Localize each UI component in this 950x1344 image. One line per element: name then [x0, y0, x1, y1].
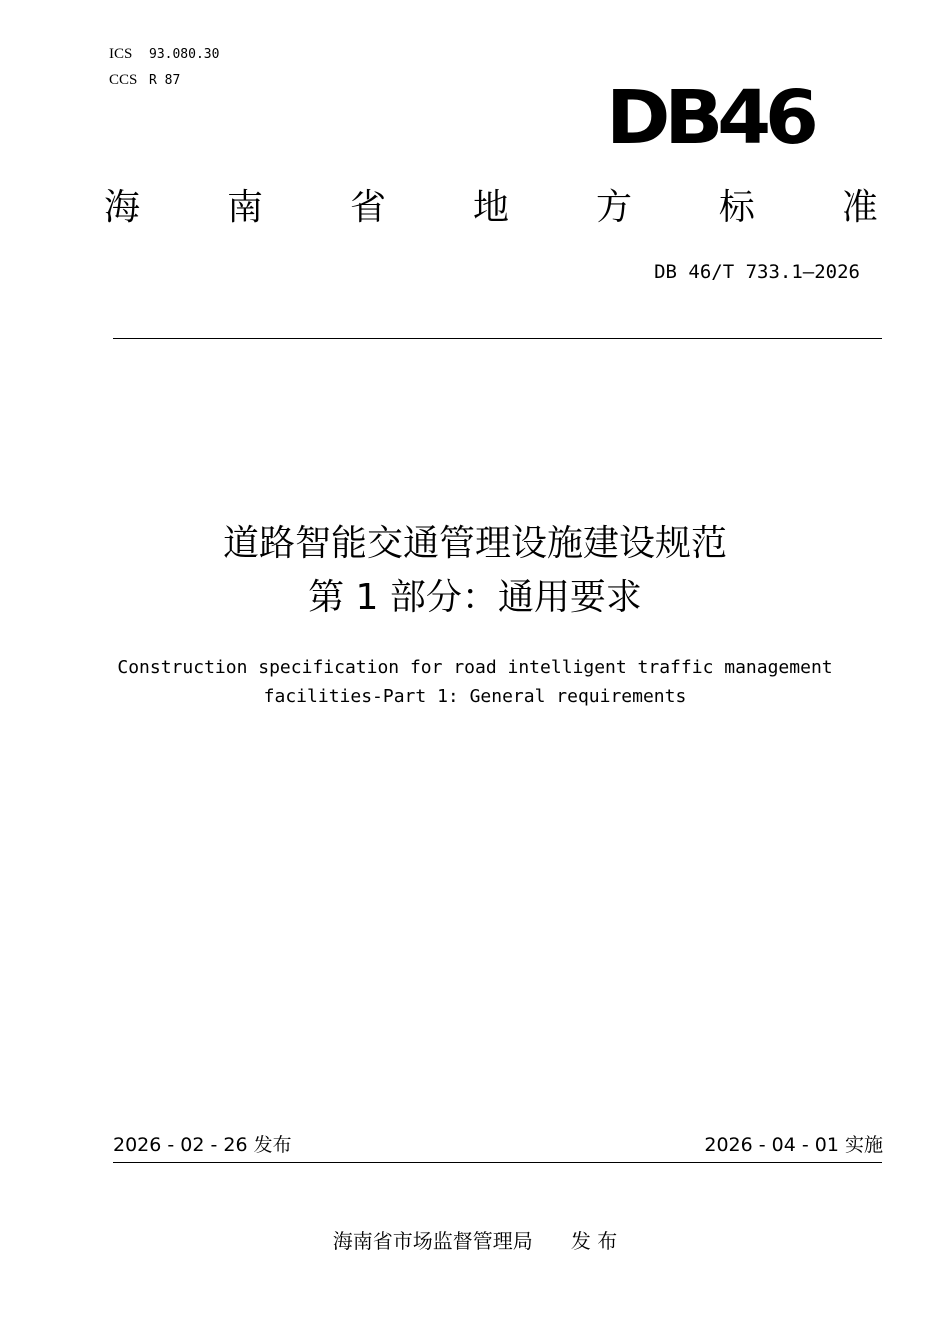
standard-type-char: 海 — [104, 187, 141, 228]
ccs-label: CCS — [109, 72, 138, 88]
standard-type-char: 地 — [472, 187, 509, 228]
standard-type-heading — [104, 184, 878, 232]
title-en-line1: Construction specification for road intelligent traffic management — [117, 657, 833, 678]
standard-type-char: 准 — [841, 187, 878, 228]
title-cn-line2: 第 1 部分：通用要求 — [308, 577, 642, 618]
standard-type-char: 方 — [595, 187, 632, 228]
footer-divider — [113, 1162, 882, 1163]
db46-logo: DB46 — [606, 75, 813, 161]
ics-code — [109, 45, 219, 64]
ccs-value: R 87 — [149, 73, 181, 88]
ccs-code — [109, 71, 180, 90]
title-cn-line1: 道路智能交通管理设施建设规范 — [222, 523, 727, 564]
title-en-line2: facilities-Part 1: General requirements — [263, 686, 687, 707]
standard-type-char: 南 — [226, 187, 263, 228]
header-divider — [113, 338, 882, 339]
standard-type-char: 标 — [718, 187, 755, 228]
standard-number: DB 46/T 733.1—2026 — [654, 261, 860, 283]
standard-type-char: 省 — [349, 187, 386, 228]
issuing-authority: 海南省市场监督管理局 发 布 — [332, 1229, 618, 1253]
ics-value: 93.080.30 — [149, 47, 220, 62]
release-date: 2026 - 02 - 26 发布 — [113, 1134, 292, 1156]
implementation-date: 2026 - 04 - 01 实施 — [704, 1134, 883, 1156]
ics-label: ICS — [109, 46, 133, 62]
